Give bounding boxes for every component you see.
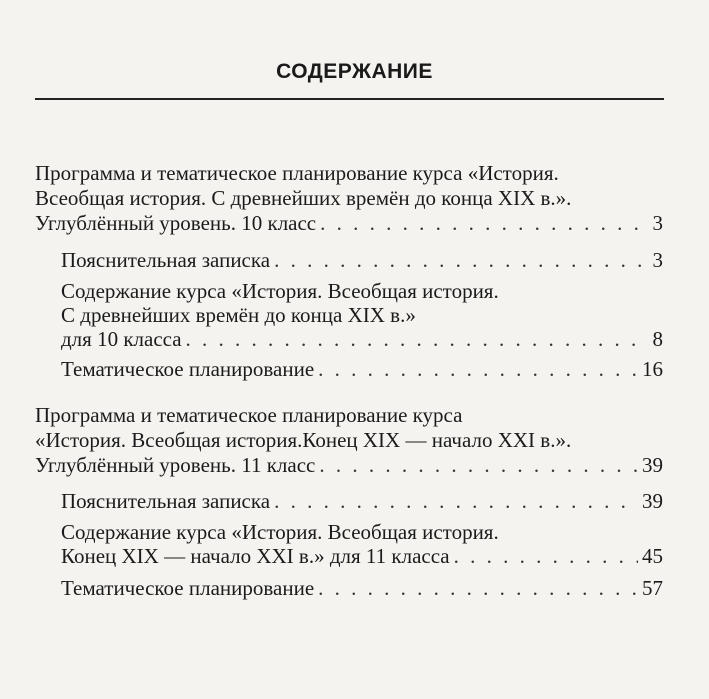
section-2-title-line-2: «История. Всеобщая история.Конец XIX — начало XXI в.».	[35, 428, 572, 452]
page-number: 3	[652, 248, 663, 272]
toc-item[interactable]	[61, 576, 663, 602]
section-1-title-line-2: Всеобщая история. С древнейших времён до конца XIX в.».	[35, 186, 572, 210]
page-number: 57	[642, 576, 663, 600]
dot-leader	[274, 489, 638, 513]
dot-leader	[274, 248, 648, 272]
section-1-title-line-3: Углублённый уровень. 10 класс	[35, 211, 317, 235]
title-divider	[35, 98, 664, 100]
page-number: 3	[652, 211, 663, 235]
page-number: 45	[642, 544, 663, 568]
item-label: Пояснительная записка	[61, 489, 271, 513]
page-number: 8	[652, 327, 663, 351]
page-title: СОДЕРЖАНИЕ	[276, 60, 433, 83]
section-2-title-line-3: Углублённый уровень. 11 класс	[35, 453, 316, 477]
dot-leader	[186, 327, 649, 351]
item-label-line-2: Конец XIX — начало XXI в.» для 11 класса	[61, 544, 450, 568]
page-number: 39	[642, 453, 663, 477]
page-number: 16	[642, 357, 663, 381]
toc-item[interactable]	[61, 544, 663, 570]
toc-item[interactable]	[61, 357, 663, 383]
toc-item[interactable]	[61, 327, 663, 353]
section-2-title-line-1: Программа и тематическое планирование курса	[35, 403, 463, 427]
dot-leader	[320, 211, 648, 235]
item-label-line-2: С древнейших времён до конца XIX в.»	[61, 303, 416, 327]
item-label: Тематическое планирование	[61, 576, 315, 600]
item-label-line-1: Содержание курса «История. Всеобщая история.	[61, 279, 499, 303]
dot-leader	[318, 357, 638, 381]
page-number: 39	[642, 489, 663, 513]
item-label-line-1: Содержание курса «История. Всеобщая история.	[61, 520, 499, 544]
dot-leader	[454, 544, 638, 568]
item-label: Пояснительная записка	[61, 248, 271, 272]
section-1-title-line-1: Программа и тематическое планирование курса «История.	[35, 161, 559, 185]
section-2-entry[interactable]	[35, 453, 663, 479]
dot-leader	[318, 576, 638, 600]
item-label: Тематическое планирование	[61, 357, 315, 381]
dot-leader	[319, 453, 638, 477]
section-1-entry[interactable]	[35, 211, 663, 237]
toc-item[interactable]	[61, 248, 663, 274]
item-label-line-3: для 10 класса	[61, 327, 182, 351]
toc-item[interactable]	[61, 489, 663, 515]
